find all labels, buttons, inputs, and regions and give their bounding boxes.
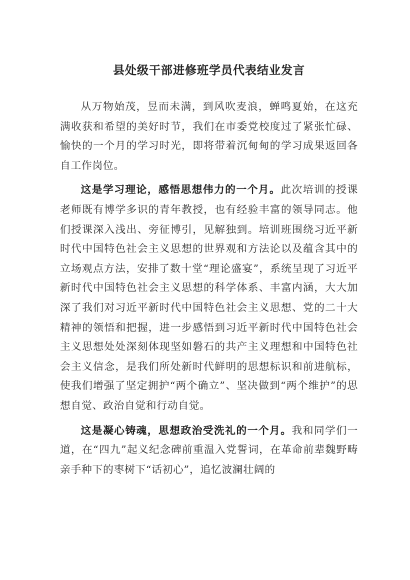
- paragraph-theory: [60, 181, 358, 416]
- paragraph-theory-lead: 这是学习理论，感悟思想伟力的一个月。: [80, 184, 281, 197]
- document-title: 县处级干部进修班学员代表结业发言: [113, 63, 305, 77]
- paragraph-intro: [60, 98, 358, 176]
- paragraph-theory-text: 此次培训的授课老师既有博学多识的青年教授，也有经验丰富的领导同志。他们授课深入浅出、旁征博引，见解独到。培训班围绕习近平新时代中国特色社会主义思想的世界观和方法论以及蕴含其中的立场观点方法，安排了数十堂“理论盛宴”，系统呈现了习近平新时代中国特色社会主义思想的科学体系、丰富内涵，大大加深了我们对习近平新时代中国特色社会主义思想、党的二十大精神的领悟和把握，进一步感悟到习近平新时代中国特色社会主义思想处处深刻体现坚如磐石的共产主义理想和中国特色社会主义信念，是我们所处新时代鲜明的思想标识和前进航标，使我们增强了坚定拥护“两个确立”、坚决做到“两个维护”的思想自觉、政治自觉和行动自觉。: [60, 184, 358, 412]
- paragraph-soul-text: 我和同学们一道，在“四九”起义纪念碑前重温入党誓词，在革命前辈魏野畴亲手种下的枣树下“话初心”，追忆波澜壮阔的: [60, 424, 358, 476]
- paragraph-intro-text: 从万物始茂，昱而未满，到风吹麦浪，蝉鸣夏始，在这充满收获和希望的美好时节，我们在市委党校度过了紧张忙碌、愉快的一个月的学习时光，即将带着沉甸甸的学习成果返回各自工作岗位。: [60, 101, 358, 172]
- paragraph-soul-lead: 这是凝心铸魂，思想政治受洗礼的一个月。: [80, 424, 292, 437]
- paragraph-soul: [60, 422, 358, 481]
